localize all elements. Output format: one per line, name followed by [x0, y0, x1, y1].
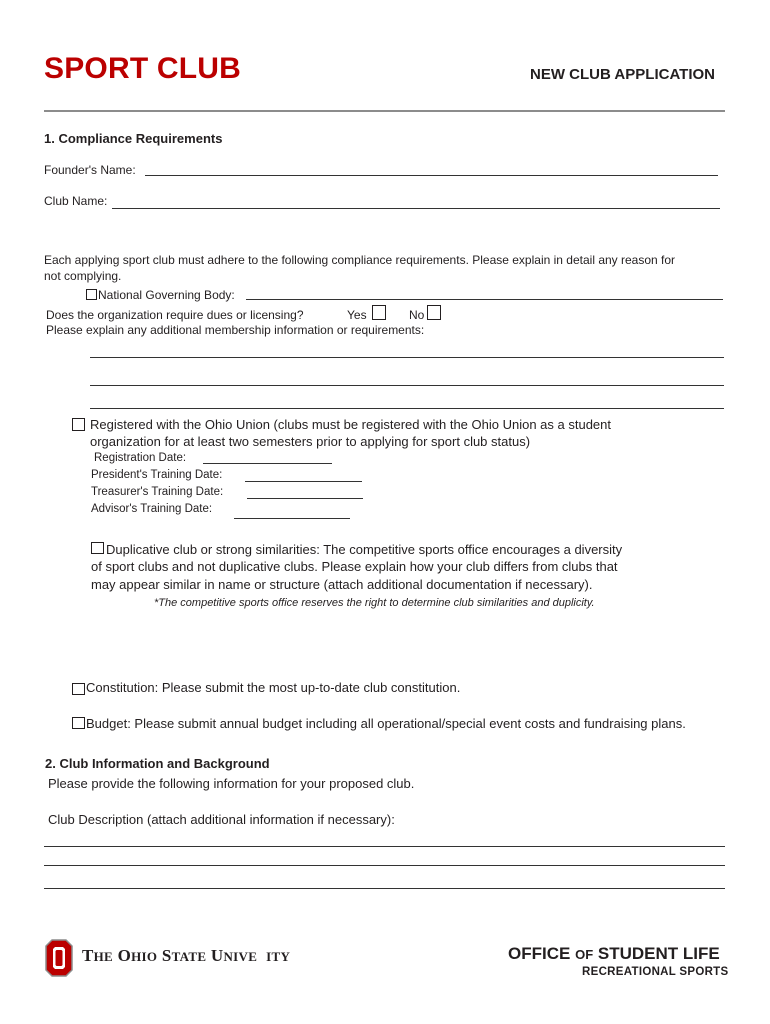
form-subtitle: NEW CLUB APPLICATION — [530, 66, 715, 83]
founders-name-field[interactable] — [145, 175, 718, 176]
osu-block-o-logo — [44, 938, 74, 978]
constitution-checkbox[interactable] — [72, 683, 85, 695]
treasurers-training-field[interactable] — [247, 498, 363, 499]
membership-prompt: Please explain any additional membership information or requirements: — [46, 323, 425, 337]
yes-label: Yes — [347, 308, 367, 322]
registered-text-line1: Registered with the Ohio Union (clubs must be registered with the Ohio Union as a student — [90, 417, 611, 432]
osu-wordmark: THE OHIO STATE UNIVE ITY — [82, 946, 291, 965]
duplicative-text-line1: Duplicative club or strong similarities: The competitive sports office encourages a diversity — [106, 542, 623, 557]
office-of-student-life-wordmark: OFFICE OF STUDENT LIFE — [508, 944, 720, 963]
club-name-label: Club Name: — [44, 194, 108, 208]
governing-body-label: National Governing Body: — [98, 288, 235, 302]
duplicative-checkbox[interactable] — [91, 542, 104, 554]
club-description-line-1[interactable] — [44, 846, 725, 847]
header-divider — [44, 110, 725, 112]
membership-answer-line-1[interactable] — [90, 357, 724, 358]
membership-answer-line-2[interactable] — [90, 385, 724, 386]
registered-checkbox[interactable] — [72, 418, 85, 431]
budget-text: Budget: Please submit annual budget including all operational/special event costs and fundraising plans. — [86, 716, 686, 731]
no-label: No — [409, 308, 425, 322]
governing-body-field[interactable] — [246, 299, 723, 300]
intro-text-line1: Each applying sport club must adhere to the following compliance requirements. Please explain in detail any reason for — [44, 253, 676, 267]
dues-question: Does the organization require dues or licensing? — [46, 308, 304, 322]
recreational-sports-label: RECREATIONAL SPORTS — [582, 966, 729, 978]
club-description-line-2[interactable] — [44, 865, 725, 866]
presidents-training-field[interactable] — [245, 481, 362, 482]
club-name-field[interactable] — [112, 208, 720, 209]
treasurers-training-label: Treasurer's Training Date: — [91, 486, 224, 498]
registration-date-label: Registration Date: — [94, 452, 187, 464]
intro-text-line2: not complying. — [44, 269, 122, 283]
membership-answer-line-3[interactable] — [90, 408, 724, 409]
founders-name-label: Founder's Name: — [44, 163, 136, 177]
club-description-line-3[interactable] — [44, 888, 725, 889]
section2-heading: 2. Club Information and Background — [45, 756, 270, 771]
club-description-label: Club Description (attach additional information if necessary): — [48, 812, 395, 827]
duplicative-text-line2: of sport clubs and not duplicative clubs. Please explain how your club differs from clubs that — [91, 559, 618, 574]
constitution-text: Constitution: Please submit the most up-to-date club constitution. — [86, 680, 461, 695]
page-title: SPORT CLUB — [44, 52, 241, 85]
presidents-training-label: President's Training Date: — [91, 469, 223, 481]
advisors-training-label: Advisor's Training Date: — [91, 503, 213, 515]
no-checkbox[interactable] — [427, 305, 441, 320]
section2-prompt: Please provide the following information for your proposed club. — [48, 776, 415, 791]
duplicative-note: *The competitive sports office reserves the right to determine club similarities and duplicity. — [154, 597, 595, 609]
duplicative-text-line3: may appear similar in name or structure (attach additional documentation if necessary). — [91, 577, 593, 592]
budget-checkbox[interactable] — [72, 717, 85, 729]
section1-heading: 1. Compliance Requirements — [44, 131, 223, 146]
registration-date-field[interactable] — [203, 463, 332, 464]
advisors-training-field[interactable] — [234, 518, 350, 519]
governing-body-checkbox[interactable] — [86, 289, 97, 300]
yes-checkbox[interactable] — [372, 305, 386, 320]
registered-text-line2: organization for at least two semesters prior to applying for sport club status) — [90, 434, 531, 449]
